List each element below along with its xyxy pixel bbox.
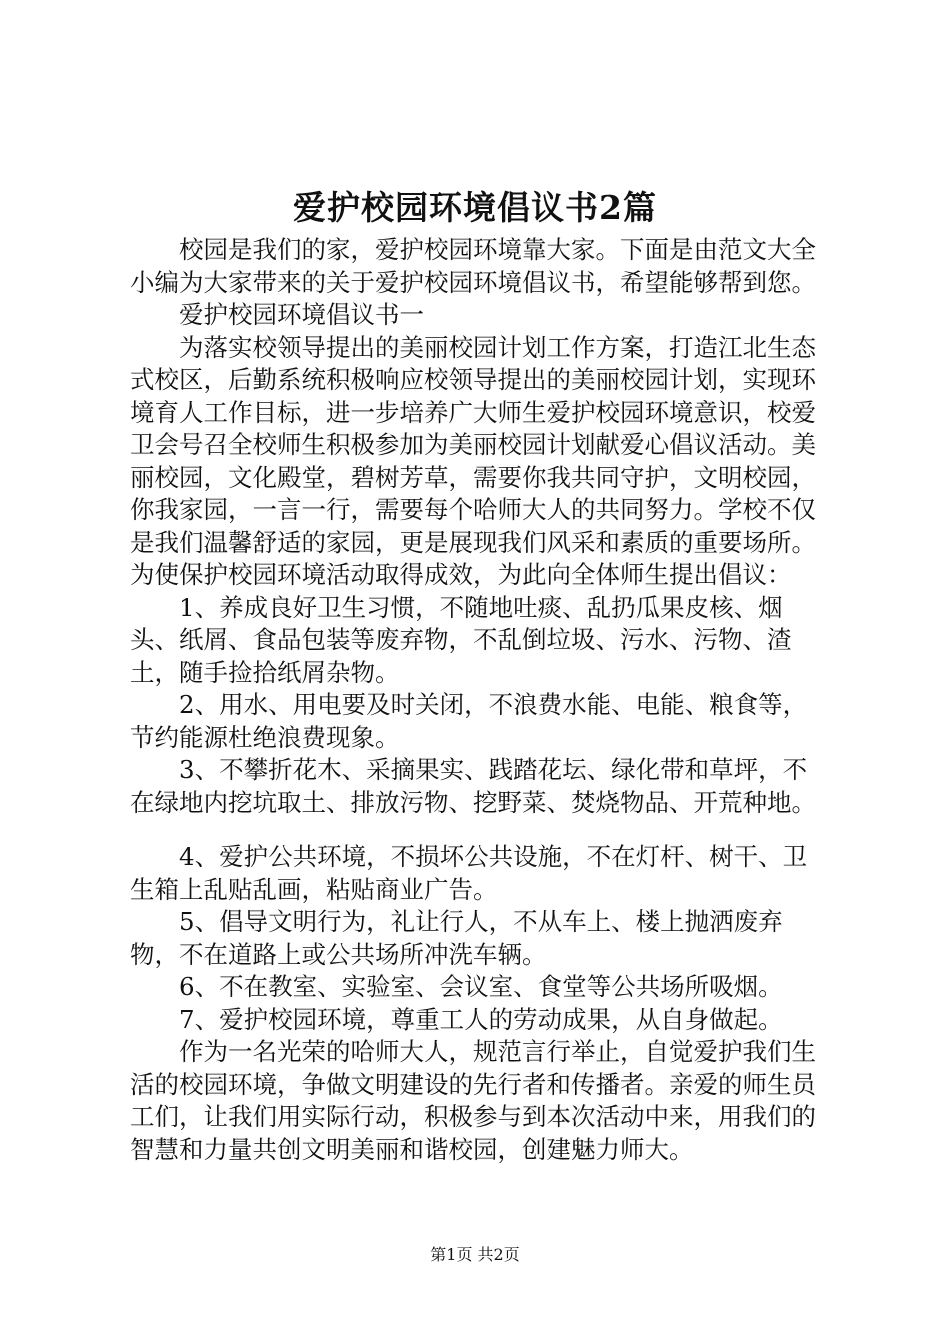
body-paragraph: 为落实校领导提出的美丽校园计划工作方案，打造江北生态式校区，后勤系统积极响应校领导提出的美丽校园计划，实现环境育人工作目标，进一步培养广大师生爱护校园环境意识，校爱卫会号召全校师生积极参加为美丽校园计划献爱心倡议活动。美丽校园，文化殿堂，碧树芳草，需要你我共同守护，文明校园，你我家园，一言一行，需要每个哈师大人的共同努力。学校不仅是我们温馨舒适的家园，更是展现我们风采和素质的重要场所。为使保护校园环境活动取得成效，为此向全体师生提出倡议：: [130, 332, 816, 589]
proposal-item-3: 3、不攀折花木、采摘果实、践踏花坛、绿化带和草坪，不在绿地内挖坑取土、排放污物、挖野菜、焚烧物品、开荒种地。: [130, 755, 816, 817]
document-title: 爱护校园环境倡议书2篇: [293, 188, 657, 227]
proposal-item-4: 4、爱护公共环境，不损坏公共设施，不在灯杆、树干、卫生箱上乱贴乱画，粘贴商业广告。: [130, 842, 808, 904]
proposal-item-7: 7、爱护校园环境，尊重工人的劳动成果，从自身做起。: [179, 1004, 783, 1034]
proposal-item-6: 6、不在教室、实验室、会议室、食堂等公共场所吸烟。: [179, 972, 783, 1001]
intro-paragraph: 校园是我们的家，爱护校园环境靠大家。下面是由范文大全小编为大家带来的关于爱护校园环境倡议书，希望能够帮到您。: [130, 235, 816, 297]
page-number: 第1页 共2页: [430, 1245, 520, 1264]
section-heading: 爱护校园环境倡议书一: [179, 300, 424, 329]
document-body: [130, 234, 830, 1166]
proposal-item-5: 5、倡导文明行为，礼让行人，不从车上、楼上抛洒废弃物，不在道路上或公共场所冲洗车辆。: [130, 907, 783, 969]
closing-paragraph: 作为一名光荣的哈师大人，规范言行举止，自觉爱护我们生活的校园环境，争做文明建设的先行者和传播者。亲爱的师生员工们，让我们用实际行动，积极参与到本次活动中来，用我们的智慧和力量共创文明美丽和谐校园，创建魅力师大。: [130, 1037, 816, 1164]
proposal-item-1: 1、养成良好卫生习惯，不随地吐痰、乱扔瓜果皮核、烟头、纸屑、食品包装等废弃物，不乱倒垃圾、污水、污物、渣土，随手捡拾纸屑杂物。: [130, 592, 792, 687]
proposal-item-2: 2、用水、用电要及时关闭，不浪费水能、电能、粮食等，节约能源杜绝浪费现象。: [130, 690, 808, 752]
